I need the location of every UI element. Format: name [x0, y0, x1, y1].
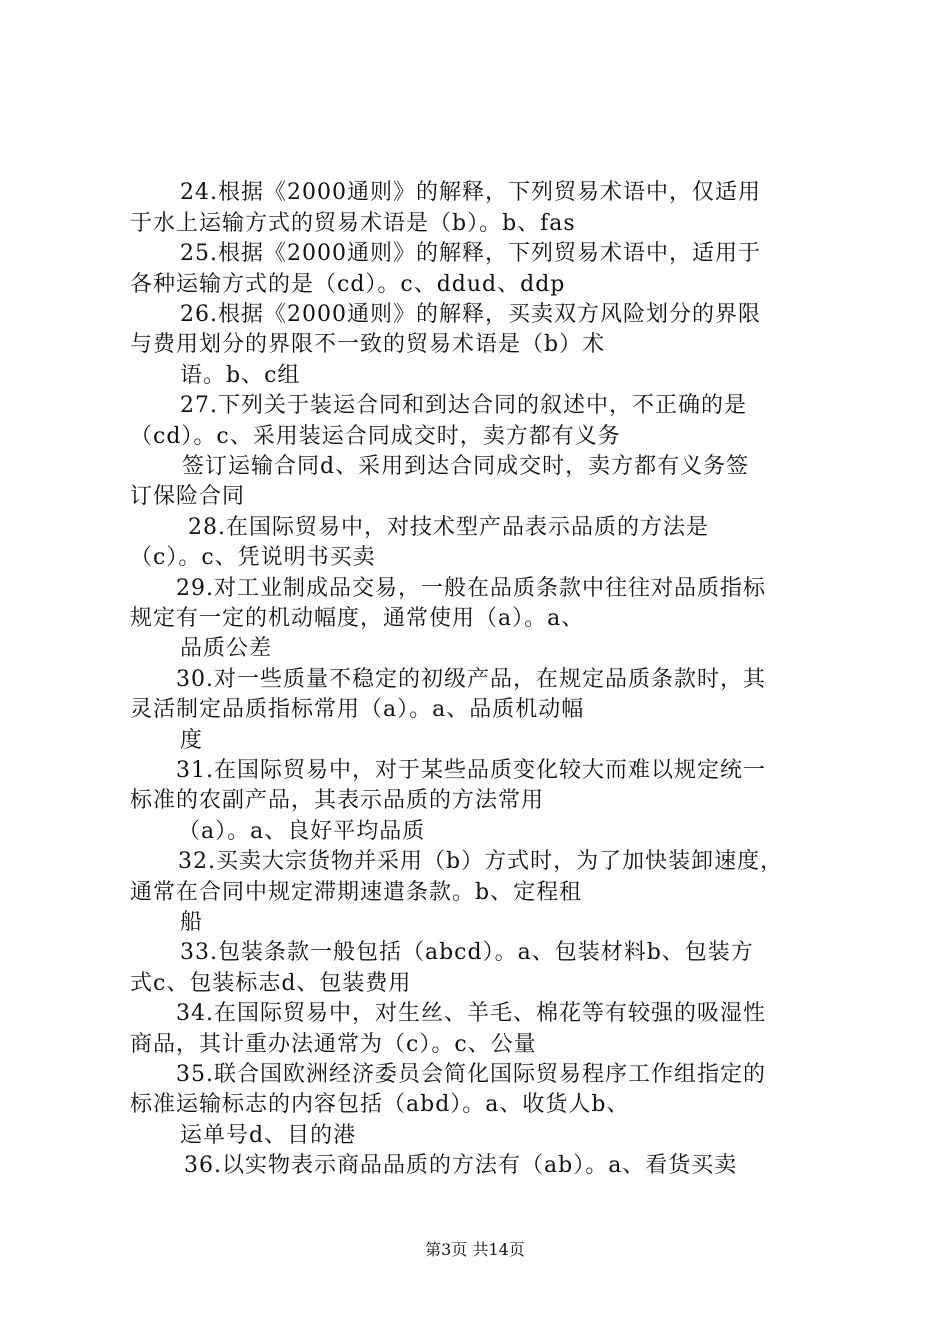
- text-line: 34.在国际贸易中，对生丝、羊毛、棉花等有较强的吸湿性: [176, 1001, 766, 1026]
- text-line: 签订运输合同d、采用到达合同成交时，卖方都有义务签: [182, 454, 750, 479]
- text-line: （a）。a、良好平均品质: [178, 819, 426, 844]
- text-line: 各种运输方式的是（cd）。c、ddud、ddp: [130, 272, 566, 297]
- page-number-footer: 第3页 共14页: [425, 1240, 525, 1259]
- text-line: 灵活制定品质指标常用（a）。a、品质机动幅: [130, 697, 585, 722]
- text-line: 28.在国际贸易中，对技术型产品表示品质的方法是: [188, 515, 709, 540]
- text-line: （c）。c、凭说明书买卖: [130, 545, 376, 570]
- text-line: 运单号d、目的港: [180, 1123, 357, 1148]
- text-line: 通常在合同中规定滞期速遣条款。b、定程租: [130, 880, 583, 905]
- text-line: 24.根据《2000通则》的解释，下列贸易术语中，仅适用: [180, 180, 761, 205]
- text-line: 式c、包装标志d、包装费用: [130, 971, 412, 996]
- text-line: 商品，其计重办法通常为（c）。c、公量: [130, 1032, 537, 1057]
- text-line: 度: [180, 728, 204, 753]
- text-line: 于水上运输方式的贸易术语是（b）。b、fas: [130, 211, 576, 236]
- text-line: 31.在国际贸易中，对于某些品质变化较大而难以规定统一: [176, 758, 766, 783]
- text-line: 35.联合国欧洲经济委员会简化国际贸易程序工作组指定的: [176, 1062, 766, 1087]
- text-line: 32.买卖大宗货物并采用（b）方式时，为了加快装卸速度，: [178, 849, 784, 874]
- text-line: 与费用划分的界限不一致的贸易术语是（b）术: [130, 332, 606, 357]
- text-line: 30.对一些质量不稳定的初级产品，在规定品质条款时，其: [176, 667, 766, 692]
- text-line: 25.根据《2000通则》的解释，下列贸易术语中，适用于: [180, 241, 761, 266]
- text-line: 标准的农副产品，其表示品质的方法常用: [130, 788, 545, 813]
- text-line: 29.对工业制成品交易，一般在品质条款中往往对品质指标: [176, 576, 766, 601]
- text-line: 26.根据《2000通则》的解释，买卖双方风险划分的界限: [180, 302, 761, 327]
- text-line: （cd）。c、采用装运合同成交时，卖方都有义务: [130, 424, 621, 449]
- text-line: 订保险合同: [130, 484, 246, 509]
- text-line: 33.包装条款一般包括（abcd）。a、包装材料b、包装方: [180, 940, 754, 965]
- text-line: 规定有一定的机动幅度，通常使用（a）。a、: [130, 606, 585, 631]
- text-line: 27.下列关于装运合同和到达合同的叙述中，不正确的是: [180, 393, 747, 418]
- text-line: 船: [180, 910, 204, 935]
- text-line: 语。b、c组: [180, 363, 301, 388]
- text-line: 标准运输标志的内容包括（abd）。a、收货人b、: [130, 1092, 630, 1117]
- text-line: 36.以实物表示商品品质的方法有（ab）。a、看货买卖: [184, 1153, 738, 1178]
- text-line: 品质公差: [180, 636, 273, 661]
